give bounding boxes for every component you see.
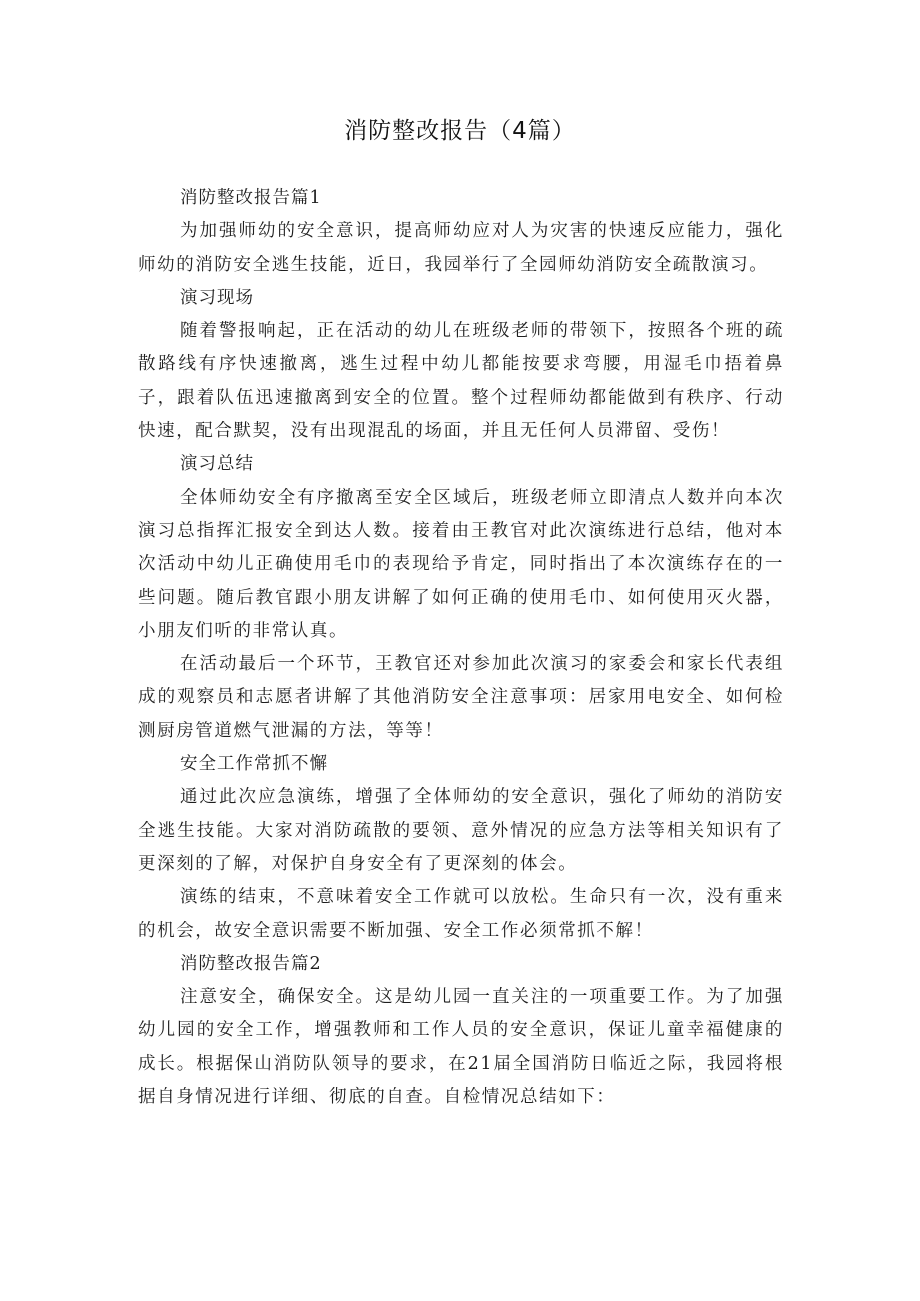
document-title: 消防整改报告（4篇） <box>344 118 576 144</box>
paragraph: 通过此次应急演练，增强了全体师幼的安全意识，强化了师幼的消防安全逃生技能。大家对消防疏散的要领、意外情况的应急方法等相关知识有了更深刻的了解，对保护自身安全有了更深刻的体会。 <box>138 787 784 874</box>
section-heading: 消防整改报告篇2 <box>180 953 322 974</box>
section-heading: 消防整改报告篇1 <box>180 188 322 208</box>
section-heading: 演习现场 <box>180 287 254 308</box>
paragraph: 为加强师幼的安全意识，提高师幼应对人为灾害的快速反应能力，强化师幼的消防安全逃生技能，近日，我园举行了全园师幼消防安全疏散演习。 <box>138 221 784 275</box>
paragraph: 注意安全，确保安全。这是幼儿园一直关注的一项重要工作。为了加强幼儿园的安全工作，增强教师和工作人员的安全意识，保证儿童幸福健康的成长。根据保山消防队领导的要求，在21届全国消防日临近之际，我园将根据自身情况进行详细、彻底的自查。自检情况总结如下： <box>138 987 784 1108</box>
section-heading: 安全工作常抓不懈 <box>180 754 328 775</box>
paragraph: 随着警报响起，正在活动的幼儿在班级老师的带领下，按照各个班的疏散路线有序快速撤离，逃生过程中幼儿都能按要求弯腰，用湿毛巾捂着鼻子，跟着队伍迅速撤离到安全的位置。整个过程师幼都能做到有秩序、行动快速，配合默契，没有出现混乱的场面，并且无任何人员滞留、受伤！ <box>138 321 784 442</box>
document-body <box>138 182 784 1114</box>
paragraph: 演练的结束，不意味着安全工作就可以放松。生命只有一次，没有重来的机会，故安全意识需要不断加强、安全工作必须常抓不解！ <box>138 887 784 941</box>
paragraph: 在活动最后一个环节，王教官还对参加此次演习的家委会和家长代表组成的观察员和志愿者讲解了其他消防安全注意事项：居家用电安全、如何检测厨房管道燃气泄漏的方法，等等！ <box>138 654 784 741</box>
section-heading: 演习总结 <box>180 454 254 475</box>
paragraph: 全体师幼安全有序撤离至安全区域后，班级老师立即清点人数并向本次演习总指挥汇报安全到达人数。接着由王教官对此次演练进行总结，他对本次活动中幼儿正确使用毛巾的表现给予肯定，同时指出了本次演练存在的一些问题。随后教官跟小朋友讲解了如何正确的使用毛巾、如何使用灭火器，小朋友们听的非常认真。 <box>138 487 784 641</box>
